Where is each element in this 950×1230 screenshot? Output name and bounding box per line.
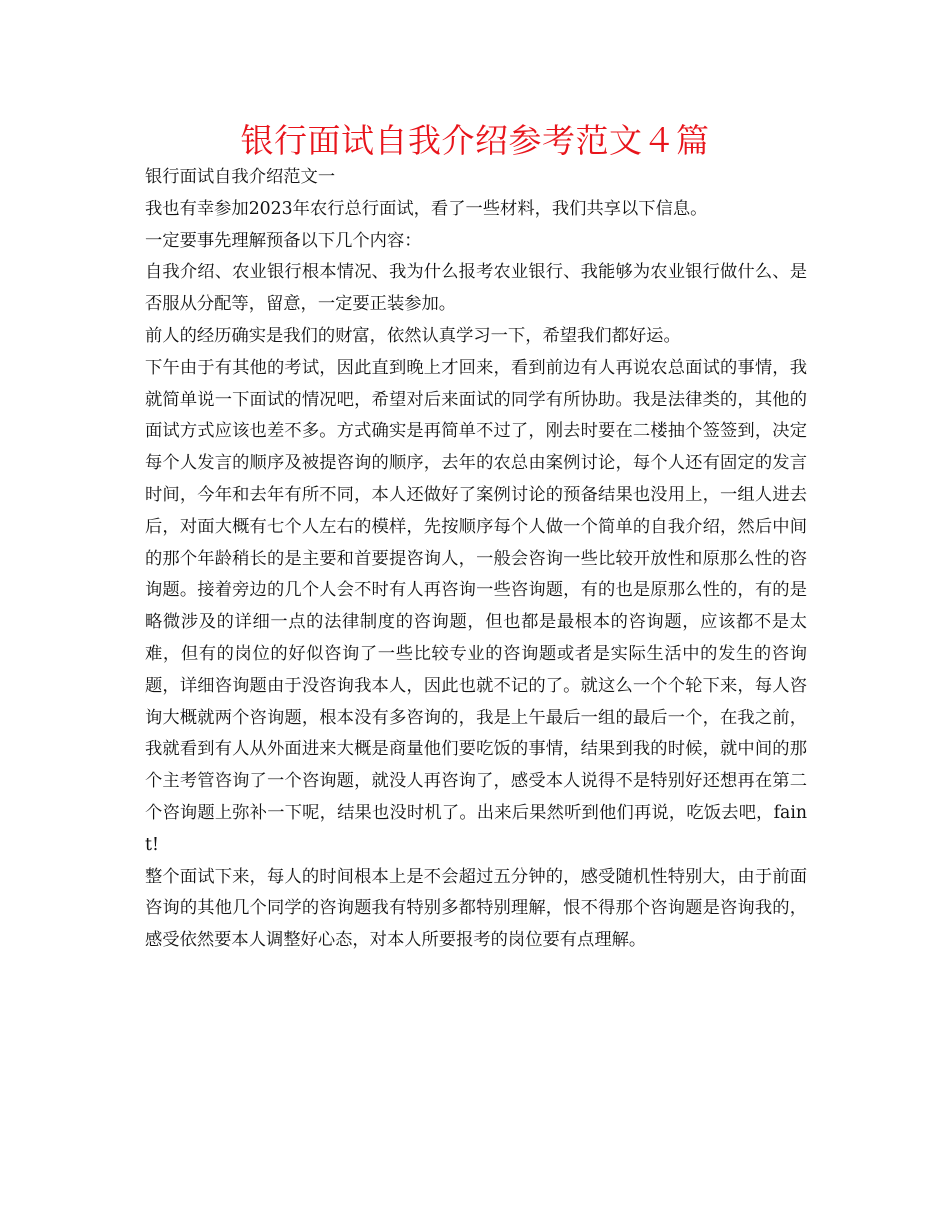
paragraph: 我也有幸参加2023年农行总行面试，看了一些材料，我们共享以下信息。 xyxy=(145,198,708,219)
document-title: 银行面试自我介绍参考范文４篇 xyxy=(240,121,710,160)
paragraph: 前人的经历确实是我们的财富，依然认真学习一下，希望我们都好运。 xyxy=(145,325,681,346)
paragraph-subtitle: 银行面试自我介绍范文一 xyxy=(145,167,336,187)
document-body xyxy=(145,162,807,957)
paragraph: 一定要事先理解预备以下几个内容： xyxy=(145,230,422,251)
paragraph: 下午由于有其他的考试，因此直到晚上才回来，看到前边有人再说农总面试的事情，我就简单说一下面试的情况吧，希望对后来面试的同学有所协助。我是法律类的，其他的面试方式应该也差不多。方式确实是再简单不过了，刚去时要在二楼抽个签签到，决定每个人发言的顺序及被提咨询的顺序，去年的农总由案例讨论，每个人还有固定的发言时间，今年和去年有所不同，本人还做好了案例讨论的预备结果也没用上，一组人进去后，对面大概有七个人左右的模样，先按顺序每个人做一个简单的自我介绍，然后中间的那个年龄稍长的是主要和首要提咨询人，一般会咨询一些比较开放性和原那么性的咨询题。接着旁边的几个人会不时有人再咨询一些咨询题，有的也是原那么性的，有的是略微涉及的详细一点的法律制度的咨询题，但也都是最根本的咨询题，应该都不是太难，但有的岗位的好似咨询了一些比较专业的咨询题或者是实际生活中的发生的咨询题，详细咨询题由于没咨询我本人，因此也就不记的了。就这么一个个轮下来，每人咨询大概就两个咨询题，根本没有多咨询的，我是上午最后一组的最后一个，在我之前，我就看到有人从外面进来大概是商量他们要吃饭的事情，结果到我的时候，就中间的那个主考管咨询了一个咨询题，就没人再咨询了，感受本人说得不是特别好还想再在第二个咨询题上弥补一下呢，结果也没时机了。出来后果然听到他们再说，吃饭去吧，faint! xyxy=(145,357,807,855)
paragraph: 自我介绍、农业银行根本情况、我为什么报考农业银行、我能够为农业银行做什么、是否服从分配等，留意，一定要正装参加。 xyxy=(145,262,807,315)
paragraph: 整个面试下来，每人的时间根本上是不会超过五分钟的，感受随机性特别大，由于前面咨询的其他几个同学的咨询题我有特别多都特别理解，恨不得那个咨询题是咨询我的，感受依然要本人调整好心态，对本人所要报考的岗位要有点理解。 xyxy=(145,866,807,951)
